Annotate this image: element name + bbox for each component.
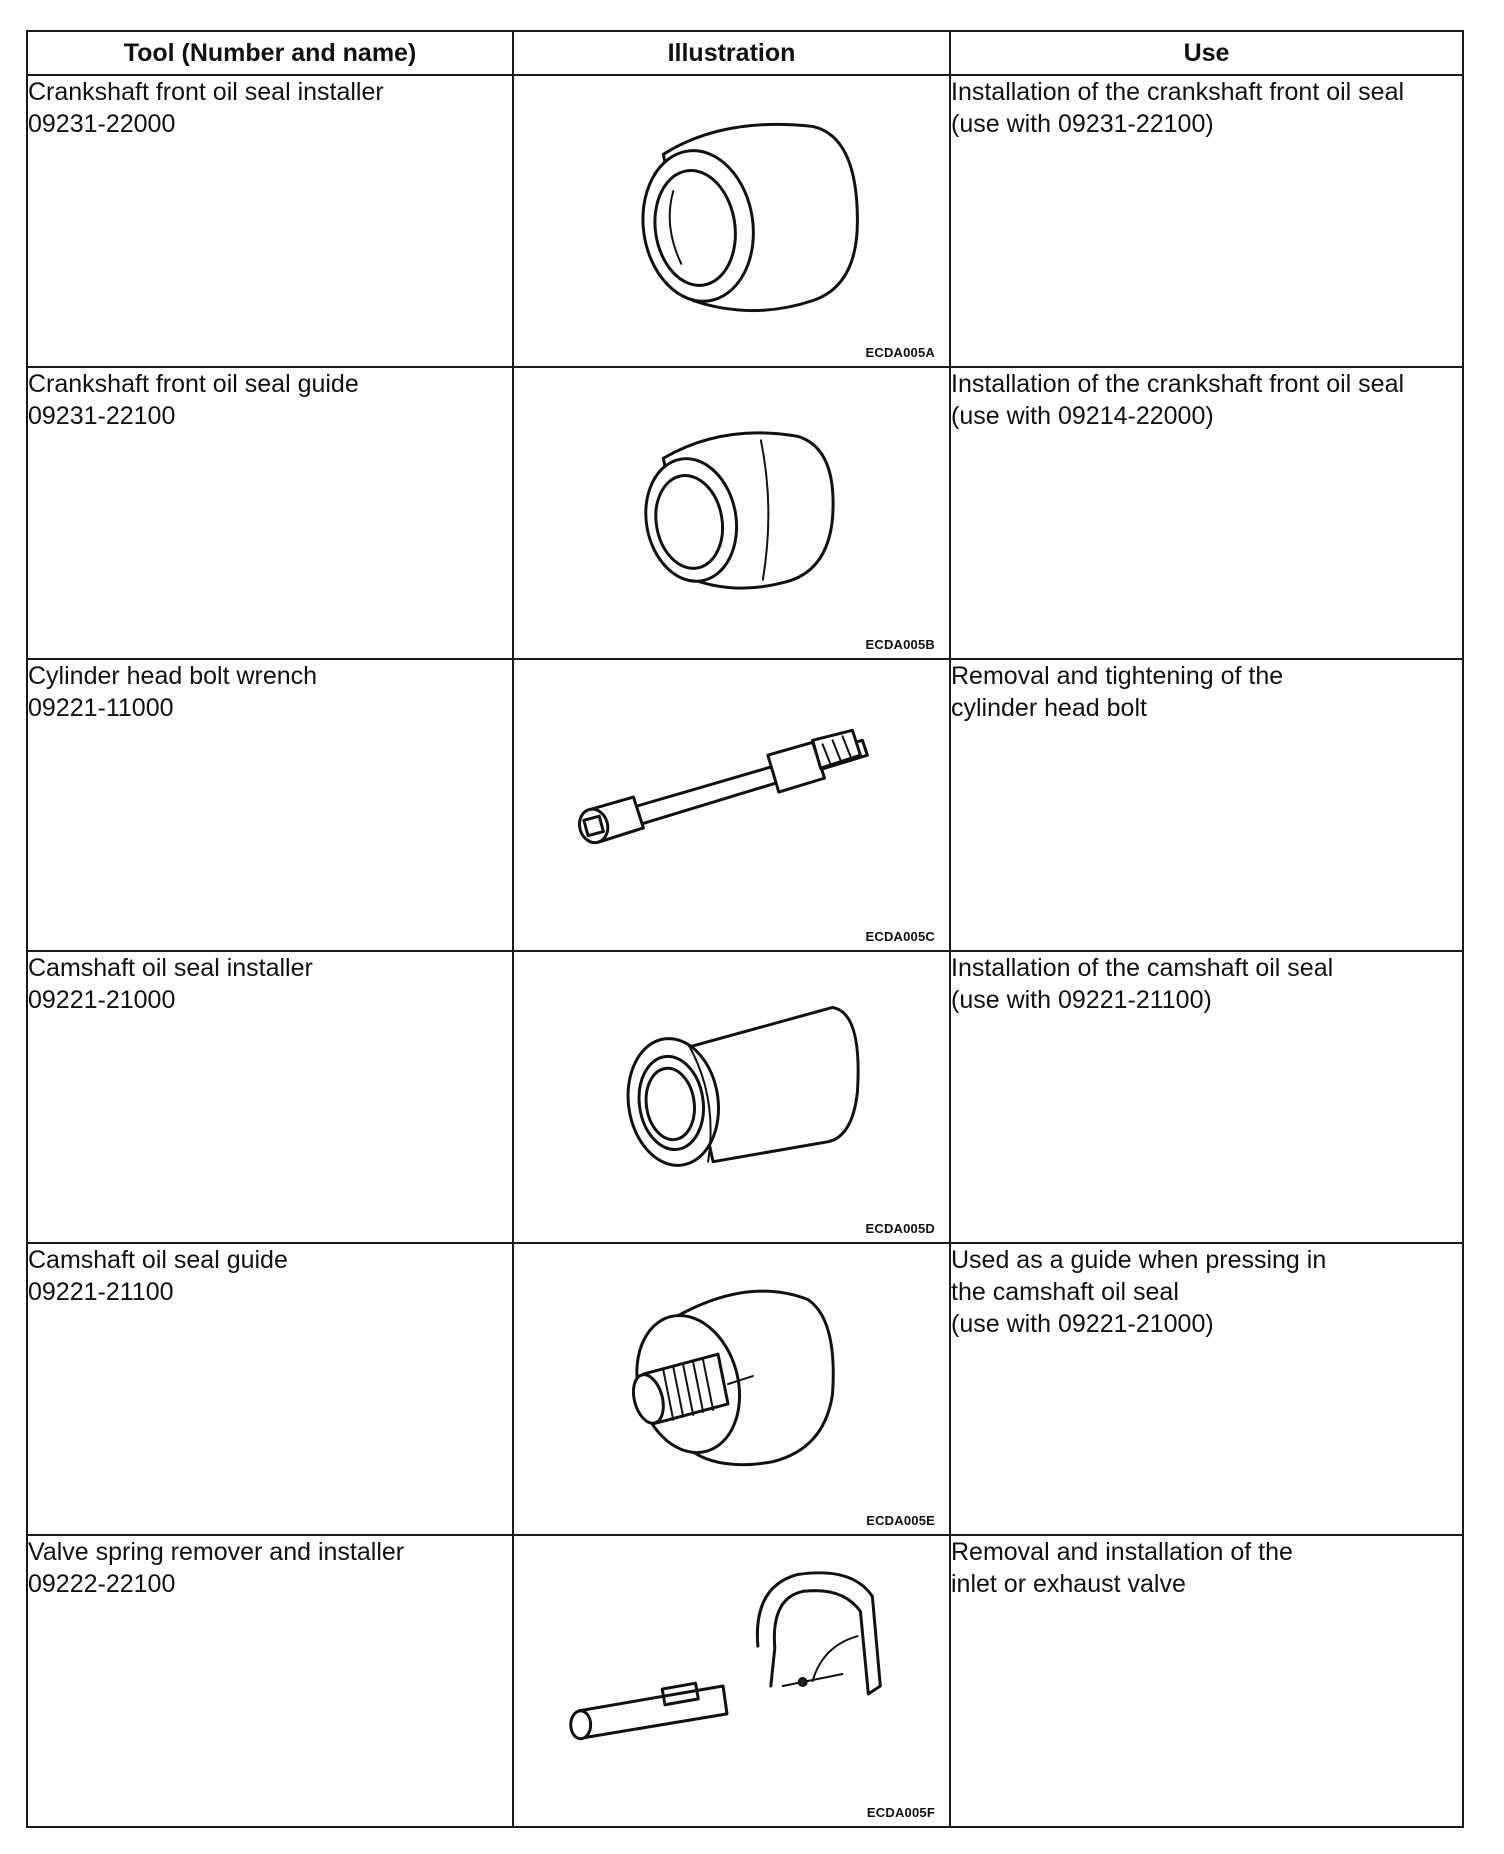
- tool-number: 09221-11000: [28, 694, 174, 722]
- use-line: (use with 09221-21100): [951, 986, 1212, 1014]
- seal-installer-icon: [514, 76, 949, 366]
- use-line: (use with 09231-22100): [951, 110, 1214, 138]
- use-line: Installation of the crankshaft front oil seal: [951, 370, 1405, 398]
- tool-number: 09221-21000: [28, 986, 176, 1014]
- illustration-code: ECDA005E: [866, 1513, 935, 1528]
- tool-name: Crankshaft front oil seal guide: [28, 370, 359, 398]
- table-row: [27, 659, 1463, 951]
- use-line: Installation of the camshaft oil seal: [951, 954, 1334, 982]
- illustration-cell: [513, 951, 950, 1243]
- illustration-code: ECDA005D: [865, 1221, 935, 1236]
- table-row: [27, 367, 1463, 659]
- camshaft-seal-guide-icon: [514, 1244, 949, 1534]
- use-line: inlet or exhaust valve: [951, 1570, 1186, 1598]
- camshaft-seal-installer-icon: [514, 952, 949, 1242]
- bolt-wrench-icon: [514, 660, 949, 950]
- illustration-code: ECDA005B: [865, 637, 935, 652]
- tool-name-cell: [27, 1243, 513, 1535]
- use-line: Removal and installation of the: [951, 1538, 1293, 1566]
- table-row: [27, 1535, 1463, 1827]
- table-row: [27, 951, 1463, 1243]
- illustration-cell: [513, 367, 950, 659]
- use-line: Used as a guide when pressing in: [951, 1246, 1327, 1274]
- table-row: [27, 75, 1463, 367]
- use-cell: [950, 75, 1463, 367]
- illustration-code: ECDA005A: [865, 345, 935, 360]
- illustration-cell: [513, 1535, 950, 1827]
- tool-name: Valve spring remover and installer: [28, 1538, 405, 1566]
- table-row: [27, 1243, 1463, 1535]
- illustration-cell: [513, 75, 950, 367]
- use-line: (use with 09221-21000): [951, 1310, 1214, 1338]
- tool-number: 09222-22100: [28, 1570, 176, 1598]
- tool-name-cell: [27, 951, 513, 1243]
- tool-name: Crankshaft front oil seal installer: [28, 78, 384, 106]
- use-line: the camshaft oil seal: [951, 1278, 1179, 1306]
- tool-name: Camshaft oil seal installer: [28, 954, 313, 982]
- header-row: [27, 31, 1463, 75]
- use-cell: [950, 1243, 1463, 1535]
- illustration-cell: [513, 1243, 950, 1535]
- header-use: Use: [950, 31, 1463, 75]
- illustration-cell: [513, 659, 950, 951]
- tool-number: 09221-21100: [28, 1278, 174, 1306]
- tool-name-cell: [27, 659, 513, 951]
- use-line: Installation of the crankshaft front oil seal: [951, 78, 1405, 106]
- use-cell: [950, 1535, 1463, 1827]
- illustration-code: ECDA005F: [866, 1805, 935, 1820]
- use-cell: [950, 659, 1463, 951]
- use-line: Removal and tightening of the: [951, 662, 1284, 690]
- tool-name-cell: [27, 1535, 513, 1827]
- use-line: cylinder head bolt: [951, 694, 1147, 722]
- tool-name: Cylinder head bolt wrench: [28, 662, 318, 690]
- tool-name-cell: [27, 367, 513, 659]
- header-illustration: Illustration: [513, 31, 950, 75]
- tool-number: 09231-22100: [28, 402, 176, 430]
- header-tool: Tool (Number and name): [27, 31, 513, 75]
- illustration-code: ECDA005C: [865, 929, 935, 944]
- tool-name: Camshaft oil seal guide: [28, 1246, 288, 1274]
- tool-name-cell: [27, 75, 513, 367]
- use-line: (use with 09214-22000): [951, 402, 1214, 430]
- special-tools-table: [26, 30, 1464, 1828]
- use-cell: [950, 951, 1463, 1243]
- use-cell: [950, 367, 1463, 659]
- valve-spring-tool-icon: [514, 1536, 949, 1826]
- tool-number: 09231-22000: [28, 110, 176, 138]
- seal-guide-icon: [514, 368, 949, 658]
